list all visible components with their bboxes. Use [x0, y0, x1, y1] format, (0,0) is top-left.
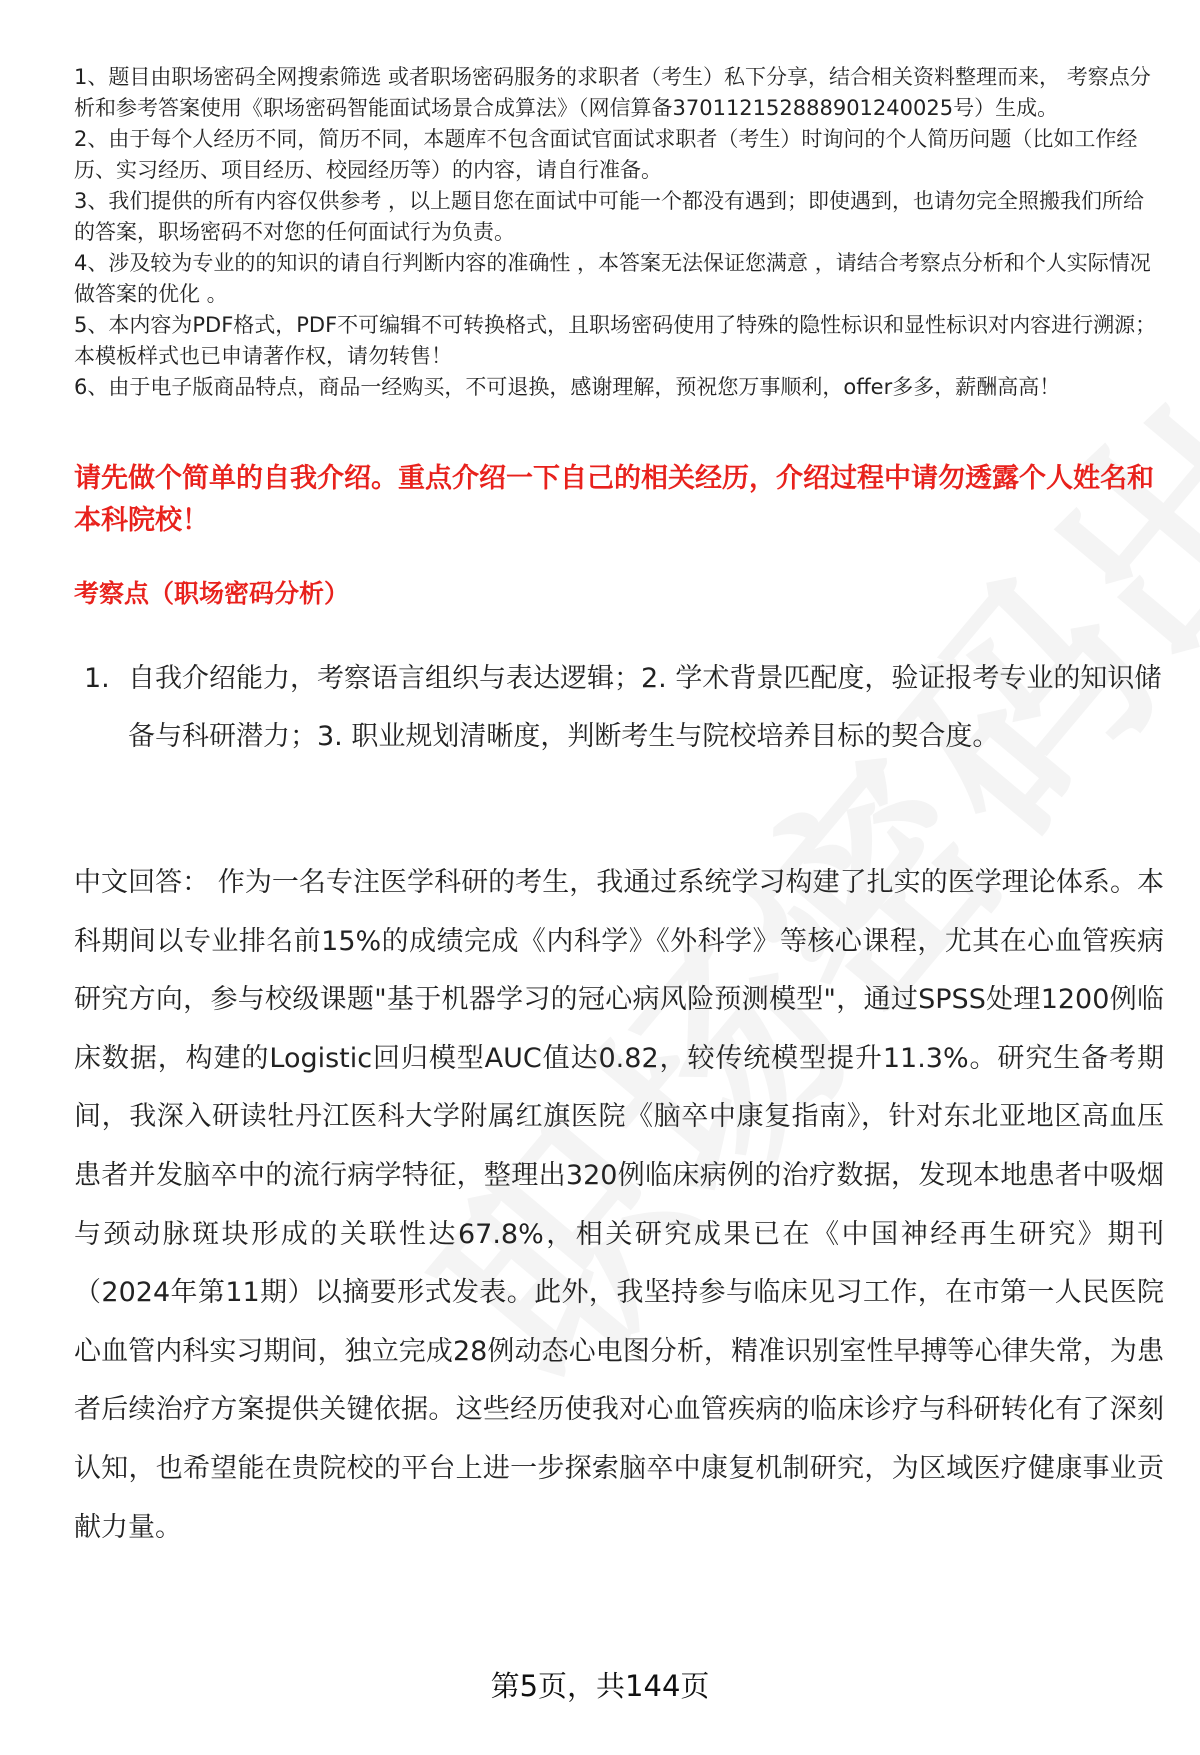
note-item: 5、本内容为PDF格式，PDF不可编辑不可转换格式，且职场密码使用了特殊的隐性标识和显性标识对内容进行溯源；本模板样式也已申请著作权，请勿转售！: [74, 313, 1157, 368]
note-item: 6、由于电子版商品特点，商品一经购买，不可退换，感谢理解，预祝您万事顺利，offer多多，薪酬高高！: [74, 375, 1061, 399]
note-item: 2、由于每个人经历不同，简历不同，本题库不包含面试官面试求职者（考生）时询问的个人简历问题（比如工作经历、实习经历、项目经历、校园经历等）的内容，请自行准备。: [74, 127, 1138, 182]
page-number: 第5页，共144页: [490, 1669, 710, 1703]
assessment-points: [84, 650, 1164, 766]
note-item: 1、题目由职场密码全网搜索筛选 或者职场密码服务的求职者（考生）私下分享，结合相关资料整理而来， 考察点分析和参考答案使用《职场密码智能面试场景合成算法》（网信算备370112152888901240025号）生成。: [74, 65, 1151, 120]
list-item-number: 1.: [84, 663, 110, 694]
note-item: 4、涉及较为专业的的知识的请自行判断内容的准确性 ，本答案无法保证您满意 ，请结合考察点分析和个人实际情况做答案的优化 。: [74, 251, 1151, 306]
note-item: 3、我们提供的所有内容仅供参考 ，以上题目您在面试中可能一个都没有遇到；即使遇到，也请勿完全照搬我们所给的答案，职场密码不对您的任何面试行为负责。: [74, 189, 1145, 244]
list-item-text: 自我介绍能力，考察语言组织与表达逻辑；2. 学术背景匹配度，验证报考专业的知识储备与科研潜力；3. 职业规划清晰度，判断考生与院校培养目标的契合度。: [128, 663, 1162, 752]
list-item: [84, 650, 1164, 766]
disclaimer-notes: [74, 62, 1164, 403]
interview-question: 请先做个简单的自我介绍。重点介绍一下自己的相关经历，介绍过程中请勿透露个人姓名和本科院校！: [74, 463, 1154, 536]
answer-text: 中文回答： 作为一名专注医学科研的考生，我通过系统学习构建了扎实的医学理论体系。本科期间以专业排名前15%的成绩完成《内科学》《外科学》等核心课程，尤其在心血管疾病研究方向，参与校级课题"基于机器学习的冠心病风险预测模型"，通过SPSS处理1200例临床数据，构建的Logistic回归模型AUC值达0.82，较传统模型提升11.3%。研究生备考期间，我深入研读牡丹江医科大学附属红旗医院《脑卒中康复指南》，针对东北亚地区高血压患者并发脑卒中的流行病学特征，整理出320例临床病例的治疗数据，发现本地患者中吸烟与颈动脉斑块形成的关联性达67.8%，相关研究成果已在《中国神经再生研究》期刊（2024年第11期）以摘要形式发表。此外，我坚持参与临床见习工作，在市第一人民医院心血管内科实习期间，独立完成28例动态心电图分析，精准识别室性早搏等心律失常，为患者后续治疗方案提供关键依据。这些经历使我对心血管疾病的临床诊疗与科研转化有了深刻认知，也希望能在贵院校的平台上进一步探索脑卒中康复机制研究，为区域医疗健康事业贡献力量。: [74, 867, 1164, 1543]
points-heading: 考察点（职场密码分析）: [74, 579, 350, 608]
